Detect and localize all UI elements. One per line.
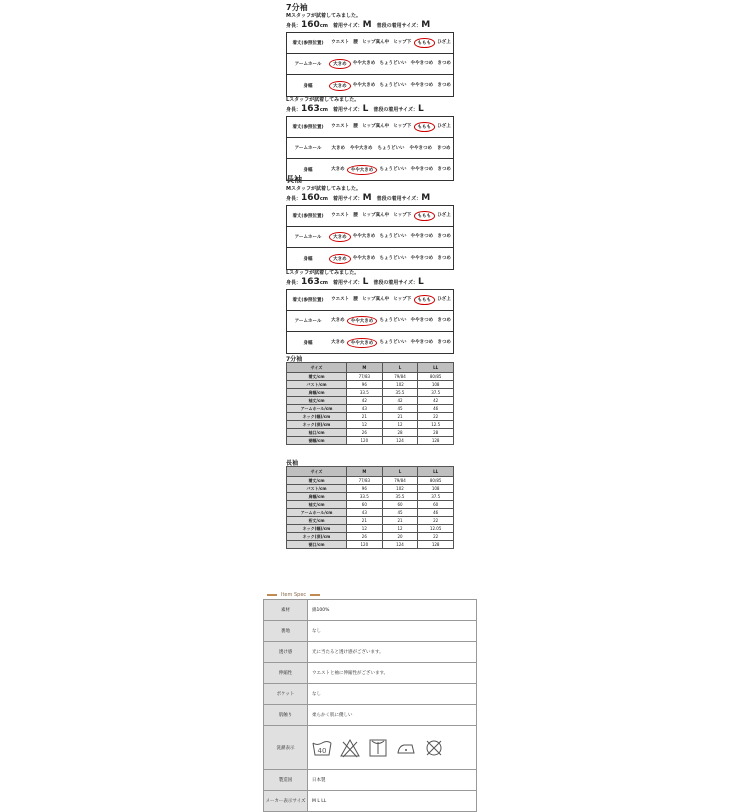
size-table-cell: 120 bbox=[347, 541, 383, 549]
size-table-row bbox=[287, 501, 454, 509]
size-table-header-cell: L bbox=[382, 467, 418, 477]
fit-option: ヒップ下 bbox=[393, 213, 412, 218]
staff-caption: Lスタッフが試着してみました。 bbox=[286, 270, 360, 276]
fit-option: ウエスト bbox=[331, 213, 350, 218]
size-table-header-cell: LL bbox=[418, 467, 454, 477]
size-table-cell: 60 bbox=[347, 501, 383, 509]
size-table-cell: 42 bbox=[347, 397, 383, 405]
fit-option: ヒップ真ん中 bbox=[362, 213, 390, 218]
fit-option: ヒップ下 bbox=[393, 40, 412, 45]
fit-option: 腰 bbox=[353, 40, 358, 45]
fit-options bbox=[329, 211, 453, 221]
size-info-wear-label: 着用サイズ： bbox=[333, 107, 363, 113]
size-table-cell: 12 bbox=[382, 525, 418, 533]
fit-option: ひざ上 bbox=[437, 297, 451, 302]
fit-option: きつめ bbox=[437, 82, 451, 88]
fit-options bbox=[329, 338, 453, 348]
fit-option: ウエスト bbox=[331, 124, 350, 129]
heading-bar-right bbox=[310, 594, 320, 596]
spec-key: 素材 bbox=[264, 600, 308, 621]
staff-caption: Mスタッフが試着してみました。 bbox=[286, 13, 361, 19]
size-table-cell: 21 bbox=[382, 413, 418, 421]
fit-table bbox=[286, 205, 454, 270]
spec-value: なし bbox=[308, 684, 477, 705]
fit-row-label: 身幅 bbox=[303, 340, 313, 346]
spec-key: 製造国 bbox=[264, 770, 308, 791]
fit-option: きつめ bbox=[437, 234, 451, 239]
size-table-cell: 12.05 bbox=[418, 525, 454, 533]
spec-row bbox=[264, 791, 477, 812]
fit-option-selected: ももも bbox=[414, 38, 436, 48]
fit-option: きつめ bbox=[437, 146, 451, 151]
no-tumble-dry-icon bbox=[424, 738, 444, 758]
spec-row bbox=[264, 600, 477, 621]
size-table-cell: 35.5 bbox=[382, 389, 418, 397]
fit-option: ひざ上 bbox=[437, 213, 451, 218]
size-info-wear: M bbox=[362, 20, 372, 30]
size-table-cell: 21 bbox=[347, 413, 383, 421]
size-table-row-label: 袖丈/cm bbox=[287, 397, 347, 405]
fit-option-selected: ももも bbox=[414, 295, 436, 305]
size-table-cell: 35.5 bbox=[382, 493, 418, 501]
fit-option: ややきつめ bbox=[410, 318, 434, 323]
spec-value: 日本製 bbox=[308, 770, 477, 791]
size-table-cell: 45 bbox=[382, 509, 418, 517]
staff-size-info bbox=[286, 104, 424, 114]
size-info-usual: L bbox=[417, 277, 424, 287]
fit-option: ややきつめ bbox=[409, 146, 432, 151]
spec-value: なし bbox=[308, 621, 477, 642]
wash-temp: 40 bbox=[317, 746, 327, 755]
fit-option: 大きめ bbox=[331, 339, 345, 345]
size-info-usual: L bbox=[417, 104, 424, 114]
fit-option: 腰 bbox=[353, 213, 358, 218]
fit-option-selected: 大きめ bbox=[329, 232, 351, 242]
fit-row bbox=[287, 117, 453, 138]
fit-options bbox=[329, 295, 453, 305]
fit-row bbox=[287, 311, 453, 332]
size-info-wear-label: 着用サイズ： bbox=[333, 23, 363, 29]
spec-value: ウエストと袖に伸縮性がございます。 bbox=[308, 663, 477, 684]
fit-option-selected: やや大きめ bbox=[347, 338, 378, 348]
spec-row bbox=[264, 705, 477, 726]
spec-key: ポケット bbox=[264, 684, 308, 705]
fit-option: 腰 bbox=[353, 297, 358, 302]
size-table-cell: 96 bbox=[347, 381, 383, 389]
size-table-cell: 37.5 bbox=[418, 389, 454, 397]
fit-row-label: アームホール bbox=[294, 235, 322, 240]
size-table-row bbox=[287, 373, 454, 381]
fit-option: きつめ bbox=[437, 339, 451, 345]
size-table-header-cell: サイズ bbox=[287, 467, 347, 477]
size-info-wear: M bbox=[362, 193, 372, 203]
fit-option: ややきつめ bbox=[410, 82, 434, 88]
fit-options bbox=[329, 122, 453, 132]
size-table-cell: 12 bbox=[347, 525, 383, 533]
spec-value: M L LL bbox=[308, 791, 477, 812]
fit-option: ちょうどいい bbox=[379, 318, 407, 323]
fit-options bbox=[329, 316, 453, 326]
fit-option: ちょうどいい bbox=[379, 82, 407, 88]
spec-key: 透け感 bbox=[264, 642, 308, 663]
size-info-height-label: 身長： bbox=[286, 196, 302, 202]
fit-option-selected: ももも bbox=[414, 211, 436, 221]
size-table-header-cell: サイズ bbox=[287, 363, 347, 373]
size-info-usual: M bbox=[421, 193, 431, 203]
size-table-title: 7分袖 bbox=[286, 356, 303, 363]
spec-row bbox=[264, 642, 477, 663]
fit-option: ややきつめ bbox=[410, 234, 434, 239]
size-table-header bbox=[287, 467, 454, 477]
size-table-title: 長袖 bbox=[286, 460, 299, 467]
size-table-row-label: 着丈/cm bbox=[287, 477, 347, 485]
size-info-usual-label: 普段の着用サイズ： bbox=[373, 107, 418, 113]
size-info-height: 160 bbox=[301, 193, 320, 203]
fit-option: ヒップ下 bbox=[393, 124, 412, 129]
size-table-cell: 37.5 bbox=[418, 493, 454, 501]
item-spec-table bbox=[263, 599, 477, 812]
size-info-usual-label: 普段の着用サイズ： bbox=[376, 196, 422, 202]
spec-key: 伸縮性 bbox=[264, 663, 308, 684]
size-table-row-label: バスト/cm bbox=[287, 381, 347, 389]
fit-option: ひざ上 bbox=[437, 124, 451, 129]
size-info-unit: cm bbox=[319, 23, 328, 29]
size-info-wear-label: 着用サイズ： bbox=[333, 280, 363, 286]
fit-table bbox=[286, 289, 454, 354]
size-table-row-label: 肩幅/cm bbox=[287, 493, 347, 501]
fit-option: ヒップ真ん中 bbox=[362, 124, 390, 129]
size-table-header bbox=[287, 363, 454, 373]
size-table-cell: 28 bbox=[418, 429, 454, 437]
size-table-row bbox=[287, 381, 454, 389]
fit-options bbox=[329, 165, 453, 175]
size-table-row-label: ネック(幅)/cm bbox=[287, 525, 347, 533]
fit-option: きつめ bbox=[437, 166, 451, 172]
fit-option: 大きめ bbox=[331, 166, 345, 172]
staff-size-info bbox=[286, 277, 424, 287]
size-table-row-label: アームホール/cm bbox=[287, 509, 347, 517]
size-table-cell: 60 bbox=[418, 501, 454, 509]
size-table-row-label: 肩幅/cm bbox=[287, 389, 347, 397]
item-spec-heading bbox=[263, 592, 324, 598]
size-table-cell: 77/83 bbox=[347, 477, 383, 485]
spec-row bbox=[264, 770, 477, 791]
size-info-height-label: 身長： bbox=[286, 107, 302, 113]
size-table-cell: 96 bbox=[347, 485, 383, 493]
size-table-row bbox=[287, 509, 454, 517]
fit-option: ウエスト bbox=[331, 40, 350, 45]
size-info-wear-label: 着用サイズ： bbox=[333, 196, 363, 202]
spec-key: 洗濯表示 bbox=[264, 726, 308, 770]
size-info-usual-label: 普段の着用サイズ： bbox=[373, 280, 418, 286]
size-table-row-label: 裄丈/cm bbox=[287, 517, 347, 525]
size-table-cell: 43 bbox=[347, 405, 383, 413]
size-table-header-cell: LL bbox=[418, 363, 454, 373]
size-table bbox=[286, 362, 454, 445]
fit-table bbox=[286, 116, 454, 181]
size-table-header-cell: M bbox=[347, 467, 383, 477]
size-table-row-label: ネック(幅)/cm bbox=[287, 413, 347, 421]
fit-options bbox=[329, 81, 453, 91]
size-table-row-label: アームホール/cm bbox=[287, 405, 347, 413]
size-info-unit: cm bbox=[319, 107, 328, 113]
fit-row bbox=[287, 290, 453, 311]
fit-option: ひざ上 bbox=[437, 40, 451, 45]
line-dry-icon bbox=[368, 738, 388, 758]
size-table-cell: 108 bbox=[418, 485, 454, 493]
spec-value: 柔らかく肌に優しい bbox=[308, 705, 477, 726]
fit-row-label: 着丈(参照位置) bbox=[292, 298, 324, 303]
size-table-row bbox=[287, 541, 454, 549]
size-table-cell: 22 bbox=[418, 413, 454, 421]
size-table-cell: 128 bbox=[418, 437, 454, 445]
spec-row bbox=[264, 726, 477, 770]
size-table-row bbox=[287, 525, 454, 533]
size-table-cell: 120 bbox=[347, 437, 383, 445]
fit-row-label: 身幅 bbox=[303, 167, 313, 173]
spec-key: 肌触り bbox=[264, 705, 308, 726]
size-table-cell: 108 bbox=[418, 381, 454, 389]
size-table-row-label: ネック(深)/cm bbox=[287, 533, 347, 541]
fit-option: ちょうどいい bbox=[379, 61, 407, 66]
size-table-row-label: 裾幅/cm bbox=[287, 437, 347, 445]
size-table-cell: 33.5 bbox=[347, 389, 383, 397]
fit-option: 腰 bbox=[353, 124, 358, 129]
size-table-cell: 80/85 bbox=[418, 373, 454, 381]
fit-options bbox=[329, 38, 453, 48]
size-table-header-cell: L bbox=[382, 363, 418, 373]
size-table-cell: 46 bbox=[418, 509, 454, 517]
fit-row bbox=[287, 138, 453, 159]
size-table-row-label: バスト/cm bbox=[287, 485, 347, 493]
staff-size-info bbox=[286, 20, 430, 30]
section-title: 長袖 bbox=[286, 175, 302, 184]
size-table-cell: 12 bbox=[347, 421, 383, 429]
size-table-row bbox=[287, 397, 454, 405]
size-table-cell: 22 bbox=[418, 533, 454, 541]
fit-option-selected: 大きめ bbox=[329, 81, 351, 91]
size-table-cell: 33.5 bbox=[347, 493, 383, 501]
fit-option-selected: 大きめ bbox=[329, 254, 351, 264]
fit-option: ちょうどいい bbox=[379, 255, 407, 261]
size-info-usual: M bbox=[421, 20, 431, 30]
size-table-cell: 124 bbox=[382, 437, 418, 445]
fit-option-selected: 大きめ bbox=[329, 59, 351, 69]
fit-option: やや大きめ bbox=[352, 255, 376, 261]
size-table-header-cell: M bbox=[347, 363, 383, 373]
spec-value: 光に当たると透け感がございます。 bbox=[308, 642, 477, 663]
fit-options bbox=[329, 232, 453, 242]
fit-option: ややきつめ bbox=[410, 166, 434, 172]
size-table bbox=[286, 466, 454, 549]
size-table-row bbox=[287, 389, 454, 397]
fit-table bbox=[286, 32, 454, 97]
fit-option: ヒップ真ん中 bbox=[362, 40, 390, 45]
fit-option: ちょうどいい bbox=[379, 166, 407, 172]
size-table-row bbox=[287, 517, 454, 525]
size-table-cell: 21 bbox=[382, 517, 418, 525]
fit-option: ウエスト bbox=[331, 297, 350, 302]
size-table-cell: 21 bbox=[347, 517, 383, 525]
fit-row-label: 身幅 bbox=[303, 83, 313, 89]
size-table-cell: 128 bbox=[418, 541, 454, 549]
fit-option: ややきつめ bbox=[410, 61, 434, 66]
size-table-row-label: 裾口/cm bbox=[287, 541, 347, 549]
size-table-cell: 102 bbox=[382, 381, 418, 389]
fit-row-label: アームホール bbox=[294, 146, 322, 151]
fit-row bbox=[287, 206, 453, 227]
size-table-cell: 28 bbox=[382, 429, 418, 437]
fit-row-label: 着丈(参照位置) bbox=[292, 125, 324, 130]
staff-caption: Lスタッフが試着してみました。 bbox=[286, 97, 360, 103]
care-icons bbox=[312, 738, 476, 758]
size-info-unit: cm bbox=[319, 280, 328, 286]
section-title: 7分袖 bbox=[286, 3, 308, 12]
fit-option-selected: やや大きめ bbox=[347, 316, 378, 326]
size-table-row-label: ネック(深)/cm bbox=[287, 421, 347, 429]
size-table-row-label: 着丈/cm bbox=[287, 373, 347, 381]
fit-option: ちょうどいい bbox=[379, 234, 407, 239]
spec-key: 裏地 bbox=[264, 621, 308, 642]
fit-option-selected: やや大きめ bbox=[347, 165, 378, 175]
fit-row-label: アームホール bbox=[294, 62, 322, 67]
spec-row bbox=[264, 621, 477, 642]
fit-option: きつめ bbox=[437, 61, 451, 66]
fit-row bbox=[287, 33, 453, 54]
size-table-cell: 80/85 bbox=[418, 477, 454, 485]
size-table-row bbox=[287, 437, 454, 445]
size-table-row bbox=[287, 493, 454, 501]
size-table-cell: 43 bbox=[347, 509, 383, 517]
size-table-cell: 79/84 bbox=[382, 373, 418, 381]
fit-option: 大きめ bbox=[331, 146, 345, 151]
size-table-cell: 124 bbox=[382, 541, 418, 549]
size-table-cell: 77/83 bbox=[347, 373, 383, 381]
fit-options bbox=[329, 254, 453, 264]
fit-option: ちょうどいい bbox=[377, 146, 405, 151]
size-table-row bbox=[287, 405, 454, 413]
size-table-row-label: 袖口/cm bbox=[287, 429, 347, 437]
size-table-cell: 12.5 bbox=[418, 421, 454, 429]
fit-row bbox=[287, 54, 453, 75]
size-table-row bbox=[287, 477, 454, 485]
iron-icon bbox=[396, 738, 416, 758]
spec-row bbox=[264, 663, 477, 684]
size-table-cell: 20 bbox=[382, 533, 418, 541]
size-table-row-label: 袖丈/cm bbox=[287, 501, 347, 509]
size-info-height: 163 bbox=[301, 104, 320, 114]
size-table-cell: 102 bbox=[382, 485, 418, 493]
fit-option: やや大きめ bbox=[352, 234, 376, 239]
size-table-cell: 42 bbox=[382, 397, 418, 405]
fit-option: ややきつめ bbox=[410, 339, 434, 345]
heading-bar-left bbox=[267, 594, 277, 596]
size-table-cell: 79/84 bbox=[382, 477, 418, 485]
fit-option: きつめ bbox=[437, 318, 451, 323]
fit-option: やや大きめ bbox=[352, 82, 376, 88]
fit-options bbox=[329, 59, 453, 69]
size-table-row bbox=[287, 485, 454, 493]
fit-row-label: 着丈(参照位置) bbox=[292, 41, 324, 46]
size-info-height-label: 身長： bbox=[286, 280, 302, 286]
spec-value bbox=[308, 726, 477, 770]
size-table-cell: 42 bbox=[418, 397, 454, 405]
size-table-cell: 26 bbox=[347, 533, 383, 541]
fit-option: ヒップ下 bbox=[393, 297, 412, 302]
fit-row bbox=[287, 332, 453, 353]
item-spec-label: Item Spec bbox=[281, 592, 307, 598]
size-table-row bbox=[287, 421, 454, 429]
size-table-cell: 26 bbox=[347, 429, 383, 437]
wash-40-icon bbox=[312, 738, 332, 758]
fit-option: きつめ bbox=[437, 255, 451, 261]
fit-option-selected: ももも bbox=[414, 122, 436, 132]
staff-size-info bbox=[286, 193, 430, 203]
size-info-height-label: 身長： bbox=[286, 23, 302, 29]
fit-option: やや大きめ bbox=[350, 146, 373, 151]
fit-row-label: 着丈(参照位置) bbox=[292, 214, 324, 219]
spec-value: 綿100% bbox=[308, 600, 477, 621]
size-table-cell: 60 bbox=[382, 501, 418, 509]
fit-option: ややきつめ bbox=[410, 255, 434, 261]
fit-option: ヒップ真ん中 bbox=[362, 297, 390, 302]
size-info-wear: L bbox=[362, 277, 369, 287]
fit-row-label: 身幅 bbox=[303, 256, 313, 262]
size-table-cell: 45 bbox=[382, 405, 418, 413]
fit-options bbox=[329, 144, 453, 152]
fit-row bbox=[287, 227, 453, 248]
fit-row bbox=[287, 75, 453, 96]
size-info-usual-label: 普段の着用サイズ： bbox=[376, 23, 422, 29]
size-table-cell: 12 bbox=[382, 421, 418, 429]
spec-key: メーカー表示サイズ bbox=[264, 791, 308, 812]
spec-row bbox=[264, 684, 477, 705]
size-table-cell: 22 bbox=[418, 517, 454, 525]
fit-row bbox=[287, 159, 453, 180]
fit-option: 大きめ bbox=[331, 318, 345, 323]
fit-row-label: アームホール bbox=[294, 319, 322, 324]
size-info-height: 163 bbox=[301, 277, 320, 287]
size-table-row bbox=[287, 429, 454, 437]
size-table-row bbox=[287, 533, 454, 541]
fit-option: ちょうどいい bbox=[379, 339, 407, 345]
size-info-wear: L bbox=[362, 104, 369, 114]
size-info-height: 160 bbox=[301, 20, 320, 30]
size-info-unit: cm bbox=[319, 196, 328, 202]
size-table-cell: 46 bbox=[418, 405, 454, 413]
no-bleach-icon bbox=[340, 738, 360, 758]
size-table-row bbox=[287, 413, 454, 421]
fit-option: やや大きめ bbox=[352, 61, 376, 66]
staff-caption: Mスタッフが試着してみました。 bbox=[286, 186, 361, 192]
fit-row bbox=[287, 248, 453, 269]
